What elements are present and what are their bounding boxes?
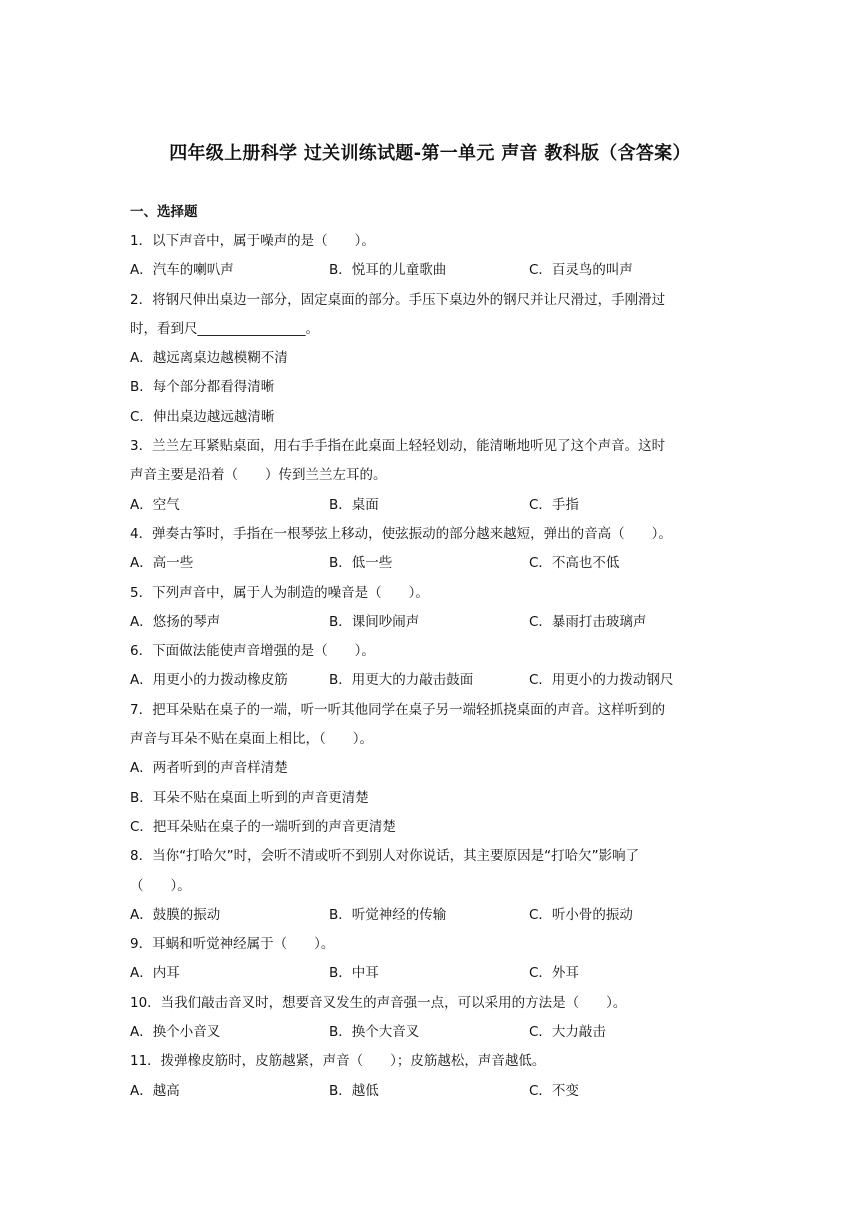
- question-2: [130, 286, 736, 432]
- option-a: A．两者听到的声音样清楚: [130, 760, 288, 777]
- option-b: B．悦耳的儿童歌曲: [329, 262, 447, 279]
- options-list: [130, 344, 736, 432]
- option-a: A．换个小音叉: [130, 1024, 221, 1041]
- question-4: [130, 520, 736, 579]
- question-stem-continued: 声音主要是沿着（ ）传到兰兰左耳的。: [130, 467, 387, 484]
- option-c: C．听小骨的振动: [529, 906, 633, 923]
- question-5: [130, 579, 736, 638]
- options-row: [130, 491, 736, 520]
- options-row: [130, 666, 736, 695]
- option-a: A．高一些: [130, 555, 194, 572]
- option-a: A．越高: [130, 1082, 180, 1099]
- option-b: B．听觉神经的传输: [329, 906, 447, 923]
- question-1: [130, 227, 736, 286]
- question-stem: 9．耳蜗和听觉神经属于（ ）。: [130, 936, 335, 953]
- question-stem-continued: 时，看到尺________________。: [130, 320, 319, 337]
- question-stem: 1．以下声音中，属于噪声的是（ ）。: [130, 233, 375, 249]
- options-row: [130, 901, 736, 930]
- option-c: C．把耳朵贴在桌子的一端听到的声音更清楚: [130, 818, 396, 835]
- options-list: [130, 754, 736, 842]
- option-b: B．用更大的力敲击鼓面: [329, 672, 474, 689]
- option-b: B．低一些: [329, 555, 393, 572]
- options-row: [130, 608, 736, 637]
- options-row: [130, 1077, 736, 1106]
- document-title: 四年级上册科学 过关训练试题-第一单元 声音 教科版（含答案）: [169, 143, 691, 164]
- option-c: C．伸出桌边越远越清晰: [130, 408, 275, 425]
- question-8: [130, 842, 736, 930]
- option-c: C．暴雨打击玻璃声: [529, 613, 647, 630]
- option-a: A．汽车的喇叭声: [130, 262, 234, 279]
- option-c: C．百灵鸟的叫声: [529, 262, 633, 279]
- question-stem: 2．将钢尺伸出桌边一部分，固定桌面的部分。手压下桌边外的钢尺并让尺滑过，手刚滑过: [130, 291, 666, 308]
- option-a: A．内耳: [130, 965, 180, 982]
- question-10: [130, 989, 736, 1048]
- option-b: B．课间吵闹声: [329, 613, 420, 630]
- question-6: [130, 637, 736, 696]
- option-c: C．用更小的力拨动钢尺: [529, 672, 674, 689]
- option-a: A．鼓膜的振动: [130, 906, 221, 923]
- question-stem: 11．拨弹橡皮筋时，皮筋越紧，声音（ ）；皮筋越松，声音越低。: [130, 1053, 546, 1070]
- option-a: A．悠扬的琴声: [130, 613, 221, 630]
- option-b: B．桌面: [329, 496, 379, 513]
- option-b: B．换个大音叉: [329, 1024, 420, 1041]
- question-11: [130, 1047, 736, 1106]
- options-row: [130, 549, 736, 578]
- options-row: [130, 959, 736, 988]
- question-stem: 7．把耳朵贴在桌子的一端，听一听其他同学在桌子另一端轻抓挠桌面的声音。这样听到的: [130, 701, 666, 718]
- option-b: B．耳朵不贴在桌面上听到的声音更清楚: [130, 789, 369, 806]
- option-b: B．越低: [329, 1082, 379, 1099]
- option-b: B．中耳: [329, 965, 379, 982]
- option-b: B．每个部分都看得清晰: [130, 379, 275, 396]
- question-7: [130, 696, 736, 842]
- question-9: [130, 930, 736, 989]
- options-row: [130, 1018, 736, 1047]
- option-a: A．用更小的力拨动橡皮筋: [130, 672, 288, 689]
- option-c: C．手指: [529, 496, 579, 513]
- question-stem: 8．当你“打哈欠”时，会听不清或听不到别人对你说话，其主要原因是“打哈欠”影响了: [130, 848, 640, 865]
- option-c: C．大力敲击: [529, 1024, 606, 1041]
- question-stem-continued: （ ）。: [130, 877, 191, 894]
- question-stem: 6．下面做法能使声音增强的是（ ）。: [130, 643, 375, 660]
- option-c: C．不变: [529, 1082, 579, 1099]
- question-3: [130, 432, 736, 520]
- question-stem: 3．兰兰左耳紧贴桌面，用右手手指在此桌面上轻轻划动，能清晰地听见了这个声音。这时: [130, 438, 666, 455]
- question-stem-continued: 声音与耳朵不贴在桌面上相比，（ ）。: [130, 731, 373, 748]
- question-stem: 10．当我们敲击音叉时，想要音叉发生的声音强一点，可以采用的方法是（ ）。: [130, 994, 627, 1011]
- options-row: [130, 256, 736, 285]
- option-a: A．空气: [130, 496, 180, 513]
- option-a: A．越远离桌边越模糊不清: [130, 350, 288, 367]
- section-heading: 一、选择题: [130, 204, 198, 220]
- question-stem: 5．下列声音中，属于人为制造的噪音是（ ）。: [130, 584, 429, 601]
- document-body: [130, 198, 736, 1106]
- question-stem: 4．弹奏古筝时，手指在一根琴弦上移动，使弦振动的部分越来越短，弹出的音高（ ）。: [130, 525, 672, 542]
- option-c: C．不高也不低: [529, 555, 620, 572]
- option-c: C．外耳: [529, 965, 579, 982]
